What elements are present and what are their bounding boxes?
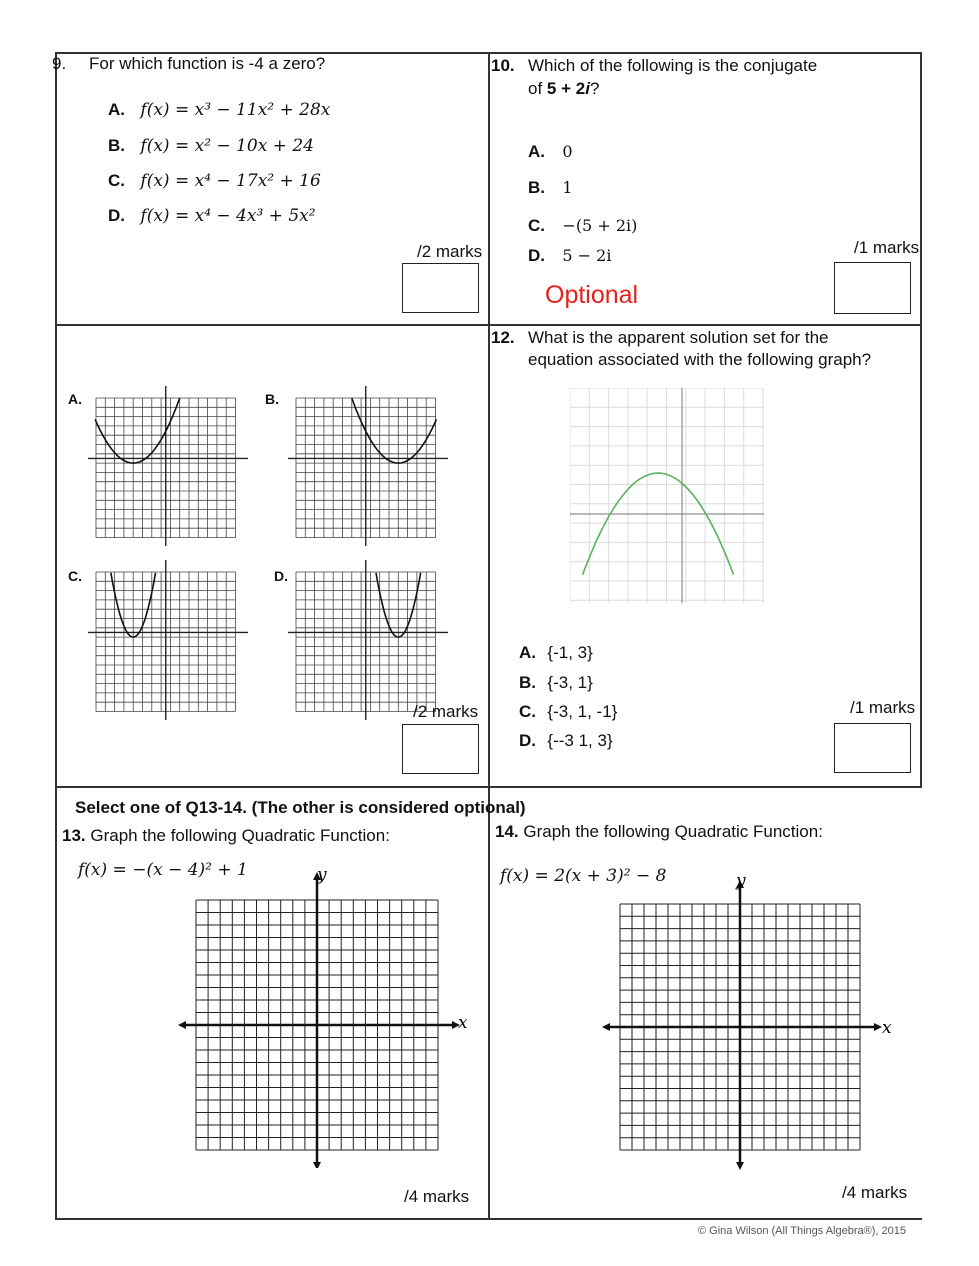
choice-text: −(5 + 2i) [562,216,638,235]
q11-marks-label: /2 marks [413,702,479,721]
q13-blank-grid[interactable] [176,862,476,1168]
choice-letter: B. [108,136,125,155]
x-axis-arrow-left [602,1023,610,1031]
question-9-prompt: For which function is -4 a zero? [89,54,326,73]
q10-choice-a[interactable] [528,142,573,162]
q14-function: f(x) = 2(x + 3)² − 8 [500,866,667,886]
question-12-prompt-line2: equation associated with the following graph? [528,350,872,369]
x-axis-label: x [882,1018,892,1038]
q9-choice-b[interactable] [108,136,314,156]
question-14-number: 14. [495,822,519,841]
choice-letter: D. [528,246,545,265]
choice-letter: D. [519,731,536,750]
prompt-number: 5 + 2 [546,79,586,98]
x-axis-arrow-left [178,1021,186,1029]
q10-marks-label: /1 marks [854,238,920,257]
question-10-number: 10. [491,56,515,75]
choice-letter: A. [519,643,536,662]
column-divider [488,52,490,1220]
q12-marks-label: /1 marks [850,698,916,717]
choice-text: 0 [562,142,573,161]
copyright-footer: © Gina Wilson (All Things Algebra®), 2015 [698,1225,906,1237]
choice-letter: A. [108,100,125,119]
question-13-number: 13. [62,826,86,845]
optional-label: Optional [545,281,639,309]
q13-function: f(x) = −(x − 4)² + 1 [78,860,248,880]
parabola-curve [95,398,180,463]
choice-text: 1 [562,178,573,197]
question-12-prompt-line1: What is the apparent solution set for the [528,328,829,347]
q14-blank-grid[interactable] [602,870,898,1170]
choice-text: f(x) = x² − 10x + 24 [140,136,314,156]
y-axis-label: y [317,865,327,885]
choice-text: {-3, 1, -1} [547,702,618,721]
q9-choice-c[interactable] [108,171,321,191]
choice-text: 5 − 2i [562,246,612,265]
prompt-prefix: of [528,79,547,98]
graph-label-a: A. [68,391,82,407]
q9-choice-a[interactable] [108,100,330,120]
graph-option-b[interactable] [288,386,448,546]
q11-score-box[interactable] [402,724,479,774]
q10-choice-b[interactable] [528,178,573,198]
prompt-imaginary: i [585,79,590,98]
choice-text: {--3 1, 3} [547,731,613,750]
graph-option-d[interactable] [288,560,448,720]
graph-label-b: B. [265,391,279,407]
choice-letter: B. [519,673,536,692]
parabola-curve [583,473,734,574]
choice-text: f(x) = x³ − 11x² + 28x [140,100,331,120]
choice-letter: D. [108,206,125,225]
q9-marks-label: /2 marks [417,242,483,261]
choice-letter: A. [528,142,545,161]
parabola-curve [352,398,437,463]
question-14-prompt: Graph the following Quadratic Function: [523,822,823,841]
x-axis-arrow-right [874,1023,882,1031]
table-border-right-upper [920,52,922,788]
question-10-prompt-line2 [528,79,599,99]
question-13-heading [62,826,390,846]
parabola-graph [570,388,764,603]
q10-choice-c[interactable] [528,216,637,236]
y-axis-arrow-down [736,1162,744,1170]
graph-label-c: C. [68,568,82,584]
choice-letter: C. [108,171,125,190]
choice-letter: B. [528,178,545,197]
q12-choice-c[interactable] [519,702,617,722]
x-axis-label: x [458,1013,468,1033]
y-axis-label: y [736,871,746,891]
choice-letter: C. [528,216,545,235]
graph-option-c[interactable] [88,560,248,720]
row-divider-1 [55,324,922,326]
choice-text: f(x) = x⁴ − 4x³ + 5x² [140,206,316,226]
table-border-left [55,52,57,1220]
question-14-heading [495,822,823,842]
q12-choice-a[interactable] [519,643,593,663]
prompt-suffix: ? [589,79,600,98]
q9-score-box[interactable] [402,263,479,313]
q12-choice-d[interactable] [519,731,613,751]
question-10-prompt-line1: Which of the following is the conjugate [528,56,818,75]
q13-marks-label: /4 marks [404,1187,470,1206]
question-12-number: 12. [491,328,515,347]
choice-letter: C. [519,702,536,721]
choice-text: f(x) = x⁴ − 17x² + 16 [140,171,321,191]
y-axis-arrow-down [313,1162,321,1168]
q9-choice-d[interactable] [108,206,316,226]
graph-label-d: D. [274,568,288,584]
question-9-number: 9. [52,54,67,73]
q12-score-box[interactable] [834,723,911,773]
q10-score-box[interactable] [834,262,911,314]
graph-option-a[interactable] [88,386,248,546]
q14-marks-label: /4 marks [842,1183,908,1202]
question-13-prompt: Graph the following Quadratic Function: [90,826,390,845]
section-instruction: Select one of Q13-14. (The other is considered optional) [75,798,526,817]
q10-choice-d[interactable] [528,246,611,266]
choice-text: {-3, 1} [547,673,593,692]
q12-choice-b[interactable] [519,673,593,693]
row-divider-2 [55,786,922,788]
choice-text: {-1, 3} [547,643,593,662]
